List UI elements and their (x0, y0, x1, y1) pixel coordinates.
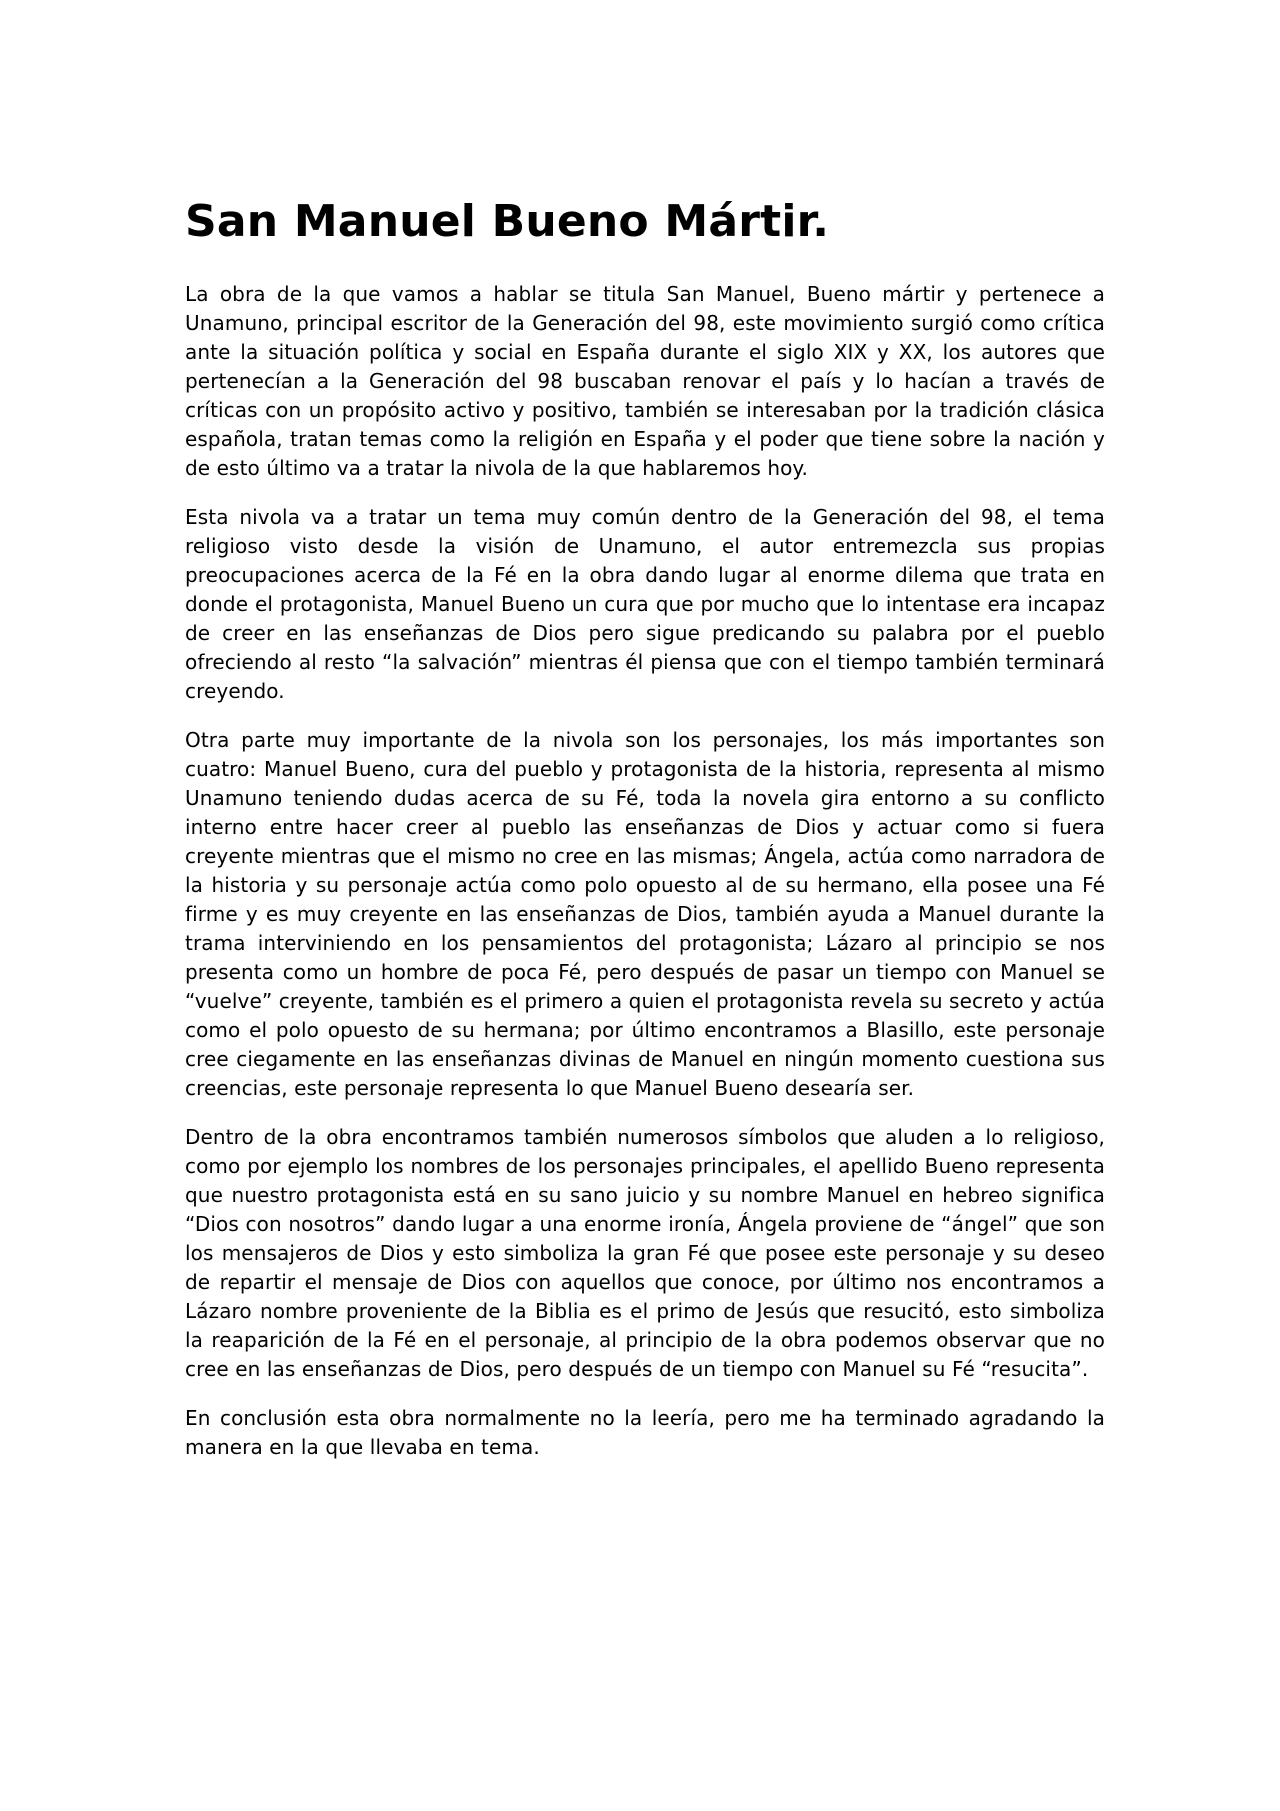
paragraph-theme: Esta nivola va a tratar un tema muy común dentro de la Generación del 98, el tema religioso visto desde la visión de Unamuno, el autor entremezcla sus propias preocupaciones acerca de la Fé en la obra dando lugar al enorme dilema que trata en donde el protagonista, Manuel Bueno un cura que por mucho que lo intentase era incapaz de creer en las enseñanzas de Dios pero sigue predicando su palabra por el pueblo ofreciendo al resto “la salvación” mientras él piensa que con el tiempo también terminará creyendo. (185, 505, 1105, 704)
document-page (185, 198, 1105, 1482)
document-title: San Manuel Bueno Mártir. (185, 196, 830, 247)
paragraph-characters: Otra parte muy importante de la nivola son los personajes, los más importantes son cuatro: Manuel Bueno, cura del pueblo y protagonista de la historia, representa al mismo Unamuno teniendo dudas acerca de su Fé, toda la novela gira entorno a su conflicto interno entre hacer creer al pueblo las enseñanzas de Dios y actuar como si fuera creyente mientras que el mismo no cree en las mismas; Ángela, actúa como narradora de la historia y su personaje actúa como polo opuesto al de su hermano, ella posee una Fé firme y es muy creyente en las enseñanzas de Dios, también ayuda a Manuel durante la trama interviniendo en los pensamientos del protagonista; Lázaro al principio se nos presenta como un hombre de poca Fé, pero después de pasar un tiempo con Manuel se “vuelve” creyente, también es el primero a quien el protagonista revela su secreto y actúa como el polo opuesto de su hermana; por último encontramos a Blasillo, este personaje cree ciegamente en las enseñanzas divinas de Manuel en ningún momento cuestiona sus creencias, este personaje representa lo que Manuel Bueno desearía ser. (185, 728, 1106, 1101)
paragraph-intro: La obra de la que vamos a hablar se titula San Manuel, Bueno mártir y pertenece a Unamuno, principal escritor de la Generación del 98, este movimiento surgió como crítica ante la situación política y social en España durante el siglo XIX y XX, los autores que pertenecían a la Generación del 98 buscaban renovar el país y lo hacían a través de críticas con un propósito activo y positivo, también se interesaban por la tradición clásica española, tratan temas como la religión en España y el poder que tiene sobre la nación y de esto último va a tratar la nivola de la que hablaremos hoy. (185, 282, 1105, 481)
paragraph-symbols: Dentro de la obra encontramos también numerosos símbolos que aluden a lo religioso, como por ejemplo los nombres de los personajes principales, el apellido Bueno representa que nuestro protagonista está en su sano juicio y su nombre Manuel en hebreo significa “Dios con nosotros” dando lugar a una enorme ironía, Ángela proviene de “ángel” que son los mensajeros de Dios y esto simboliza la gran Fé que posee este personaje y su deseo de repartir el mensaje de Dios con aquellos que conoce, por último nos encontramos a Lázaro nombre proveniente de la Biblia es el primo de Jesús que resucitó, esto simboliza la reaparición de la Fé en el personaje, al principio de la obra podemos observar que no cree en las enseñanzas de Dios, pero después de un tiempo con Manuel su Fé “resucita”. (185, 1125, 1105, 1382)
paragraph-conclusion: En conclusión esta obra normalmente no la leería, pero me ha terminado agradando la manera en la que llevaba en tema. (185, 1406, 1105, 1460)
